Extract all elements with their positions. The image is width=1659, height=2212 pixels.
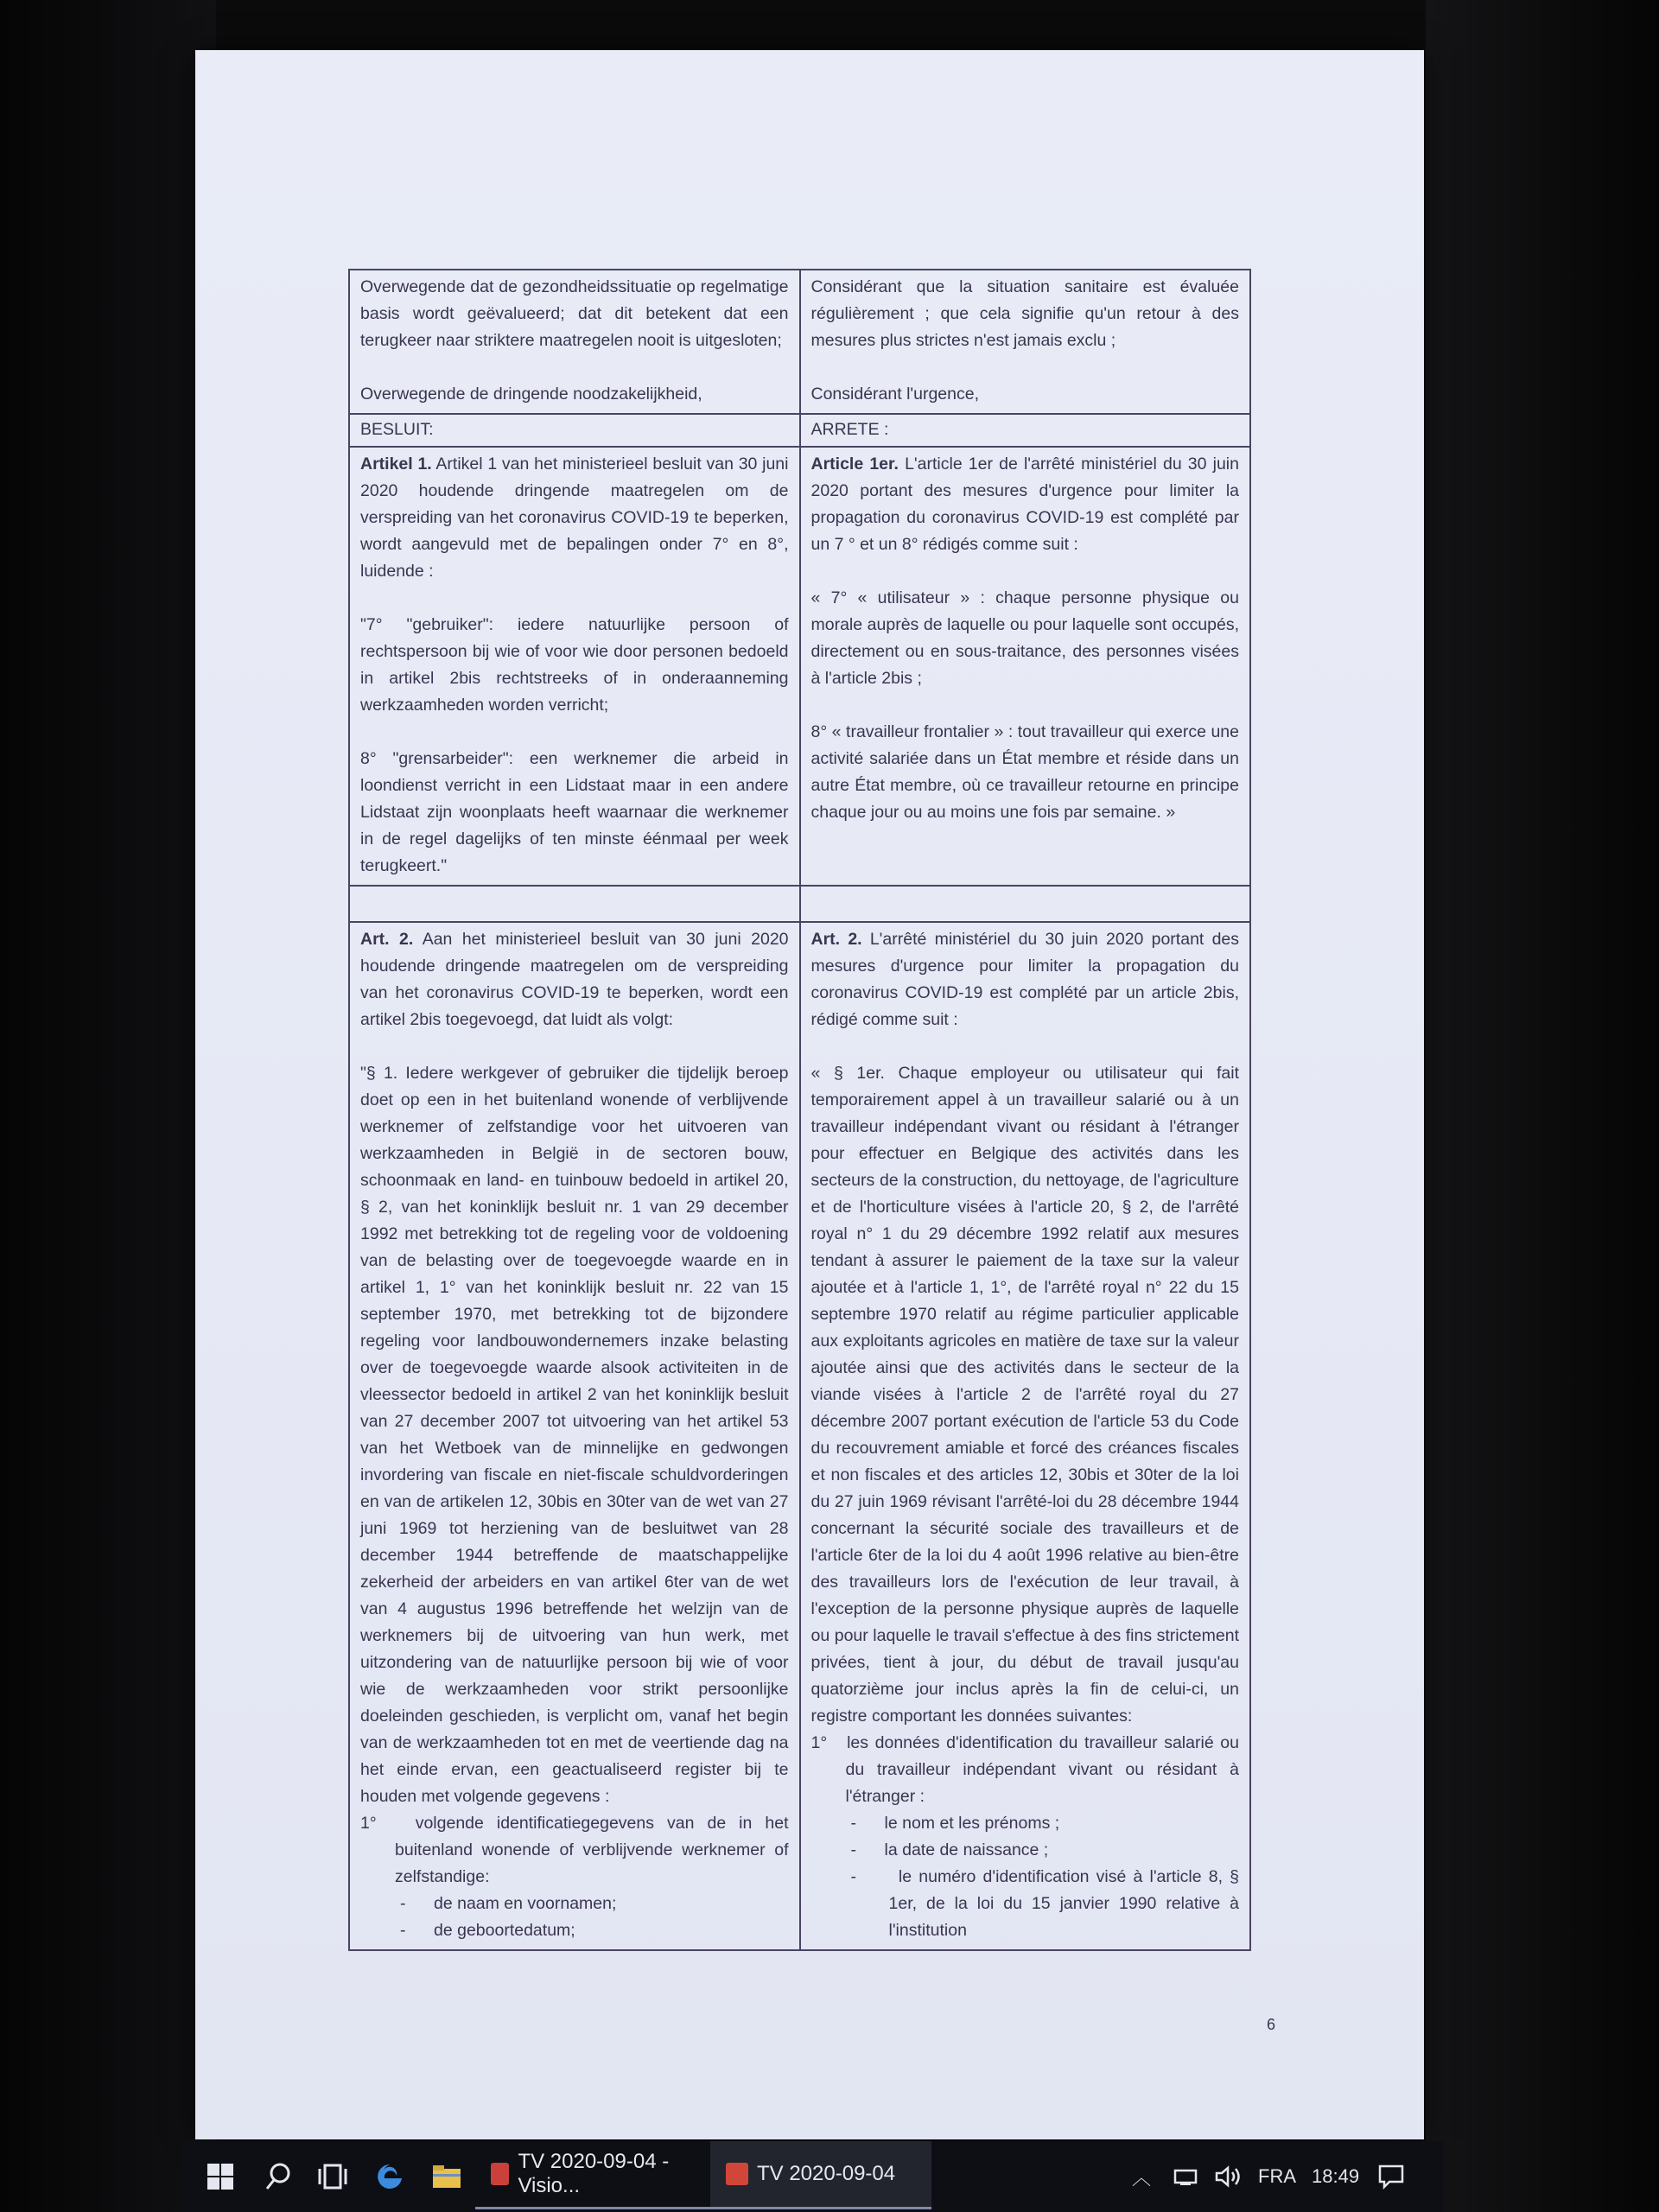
fr-article-2-cell [800,922,1251,1950]
fr-article-1-point-7: « 7° « utilisateur » : chaque personne physique ou morale auprès de laquelle ou pour laquelle sont occupés, directement ou en sous-traitance, des personnes visées à l'article 2bis ; [810,588,1239,688]
windows-icon [207,2164,233,2190]
fr-article-1-cell [800,447,1251,886]
speaker-icon [1215,2165,1244,2188]
page-number: 6 [1267,2016,1276,2033]
windows-taskbar [181,2141,1443,2212]
nl-considerations-cell [349,270,800,414]
fr-article-2-sub-item-1: - le nom et les prénoms ; [850,1814,1060,1833]
file-explorer-icon [432,2164,461,2190]
fr-consideration-2: Considérant l'urgence, [810,385,980,404]
nl-article-1-cell [349,447,800,886]
powerpoint-icon [491,2163,509,2185]
document-page [195,50,1424,2139]
nl-article-1-intro: Artikel 1 van het ministerieel besluit van 30 juni 2020 houdende dringende maatregelen om de verspreiding van het coronavirus COVID-19 te beperken, wordt aangevuld met de bepalingen onder 7° en 8°, luidende : [360,454,789,581]
search-button[interactable] [264,2141,292,2212]
nl-heading: BESLUIT: [349,414,800,447]
input-language-label: FRA [1258,2165,1296,2187]
fr-article-2-sub-item-2: - la date de naissance ; [850,1840,1049,1859]
taskbar-app-document[interactable] [710,2141,931,2209]
volume-button[interactable] [1215,2141,1244,2212]
search-icon [264,2162,292,2191]
chevron-up-icon: ︿ [1132,2166,1152,2189]
network-button[interactable] [1173,2141,1199,2212]
network-icon [1173,2167,1199,2186]
nl-article-1-point-7: "7° "gebruiker": iedere natuurlijke persoon of rechtspersoon bij wie of voor wie door personen bedoeld in artikel 2bis rechtstreeks of in onderaanneming werkzaamheden worden verricht; [360,615,789,715]
clock-time: 18:49 [1312,2165,1360,2187]
nl-article-2-cell [349,922,800,1950]
monitor-bezel-right [1426,0,1659,2212]
task-view-icon [318,2162,347,2191]
nl-consideration-2: Overwegende de dringende noodzakelijkheid, [360,385,702,404]
fr-article-2-intro: L'arrêté ministériel du 30 juin 2020 portant des mesures d'urgence pour limiter la propagation du coronavirus COVID-19 est complété par un article 2bis, rédigé comme suit : [810,930,1240,1029]
pdf-icon [726,2163,748,2185]
nl-article-2-title: Art. 2. [360,930,414,949]
fr-article-2-paragraph-1: « § 1er. Chaque employeur ou utilisateur qui fait temporairement appel à un travailleur salarié ou à un travailleur indépendant vivant ou résidant à l'étranger pour effectuer en Belgique des activités dans les secteurs de la construction, du nettoyage, de l'agriculture et de l'horticulture visées à l'article 20, § 2, de l'arrêté royal n° 1 du 29 décembre 1992 relatif aux mesures tendant à assurer le paiement de la taxe sur la valeur ajoutée et à l'article 1, 1°, de l'arrêté royal n° 22 du 15 septembre 1970 relatif au régime particulier applicable aux exploitants agricoles en matière de taxe sur la valeur ajoutée ainsi que des activités dans le secteur de la viande visées à l'article 2 de l'arrêté royal du 27 décembre 2007 portant exécution de l'article 53 du Code du recouvrement amiable et forcé des créances fiscales et non fiscales et des articles 12, 30bis et 30ter de la loi du 27 juin 1969 révisant l'arrêté-loi du 28 décembre 1944 concernant la sécurité sociale des travailleurs et de l'article 6ter de la loi du 4 août 1996 relative au bien-être des travailleurs lors de l'exécution de leur travail, à l'exception de la personne physique auprès de laquelle ou pour laquelle le travail s'effectue à des fins strictement privées, tient à jour, du début de travail jusqu'au quatorzième jour inclus après la fin de celui-ci, un registre comportant les données suivantes: [810,1064,1239,1726]
fr-article-2-title: Art. 2. [810,930,862,949]
taskbar-app-visio[interactable] [475,2141,714,2209]
spacer-row [349,886,1250,922]
nl-article-2-intro: Aan het ministerieel besluit van 30 juni 2020 houdende dringende maatregelen om de verspreiding van het coronavirus COVID-19 te beperken, wordt een artikel 2bis toegevoegd, dat luidt als volgt: [360,930,789,1029]
action-center-button[interactable] [1377,2141,1405,2212]
taskbar-app-visio-label: TV 2020-09-04 - Visio... [518,2150,670,2197]
clock[interactable] [1312,2141,1359,2212]
task-view-button[interactable] [318,2141,347,2212]
fr-article-1-intro: L'article 1er de l'arrêté ministériel du 30 juin 2020 portant des mesures d'urgence pour limiter la propagation du coronavirus COVID-19 est complété par un 7 ° et un 8° rédigés comme suit : [810,454,1239,554]
fr-heading: ARRETE : [800,414,1251,447]
nl-article-1-point-8: 8° "grensarbeider": een werknemer die arbeid in loondienst verricht in een Lidstaat maar in een andere Lidstaat zijn woonplaats heeft waarnaar die werknemer in de regel dagelijks of ten minste éénmaal per week terugkeert." [360,749,789,875]
nl-article-2-sub-item-2: - de geboortedatum; [400,1921,575,1940]
monitor-bezel-left [0,0,216,2212]
notification-icon [1377,2164,1405,2190]
article-1-row [349,447,1250,886]
decree-heading-row [349,414,1250,447]
fr-consideration-1: Considérant que la situation sanitaire est évaluée régulièrement ; que cela signifie qu'un retour à des mesures plus strictes n'est jamais exclu ; [810,277,1239,350]
edge-button[interactable] [375,2141,404,2212]
nl-article-2-list-item-1: 1° volgende identificatiegegevens van de in het buitenland wonende of verblijvende werknemer of zelfstandige: [360,1814,789,1886]
nl-article-2-sub-item-1: - de naam en voornamen; [400,1894,617,1913]
fr-article-1-title: Article 1er. [810,454,899,474]
fr-considerations-cell [800,270,1251,414]
fr-article-2-sub-item-3: - le numéro d'identification visé à l'article 8, § 1er, de la loi du 15 janvier 1990 relative à l'institution [850,1867,1239,1940]
fr-article-1-point-8: 8° « travailleur frontalier » : tout travailleur qui exerce une activité salariée dans un État membre et réside dans un autre État membre, où ce travailleur retourne en principe chaque jour ou au moins une fois par semaine. » [810,722,1239,822]
input-language-button[interactable] [1258,2141,1296,2212]
article-2-row [349,922,1250,1950]
file-explorer-button[interactable] [432,2141,461,2212]
start-button[interactable] [207,2141,233,2212]
bilingual-table [348,269,1251,1951]
nl-article-1-title: Artikel 1. [360,454,432,474]
taskbar-app-document-label: TV 2020-09-04 [757,2162,896,2185]
nl-article-2-paragraph-1: "§ 1. Iedere werkgever of gebruiker die tijdelijk beroep doet op een in het buitenland wonende of verblijvende werknemer of zelfstandige voor het uitvoeren van werkzaamheden in België in de sectoren bouw, schoonmaak en land- en tuinbouw bedoeld in artikel 20, § 2, van het koninklijk besluit nr. 1 van 29 december 1992 met betrekking tot de regeling voor de voldoening van de belasting over de toegevoegde waarde en in artikel 1, 1° van het koninklijk besluit nr. 22 van 15 september 1970, met betrekking tot de bijzondere regeling voor landbouwondernemers inzake belasting over de toegevoegde waarde alsook activiteiten in de vleessector bedoeld in artikel 2 van het koninklijk besluit van 27 december 2007 tot uitvoering van het artikel 53 van het Wetboek van de minnelijke en gedwongen invordering van fiscale en niet-fiscale schuldvorderingen en van de artikelen 12, 30bis en 30ter van de wet van 27 juni 1969 tot herziening van de besluitwet van 28 december 1944 betreffende de maatschappelijke zekerheid der arbeiders en van artikel 6ter van de wet van 4 augustus 1996 betreffende het welzijn van de werknemers bij de uitvoering van hun werk, met uitzondering van de natuurlijke persoon bij wie of voor wie de werkzaamheden voor strikt persoonlijke doeleinden geschieden, is verplicht om, vanaf het begin van de werkzaamheden tot en met de veertiende dag na het einde ervan, een geactualiseerd register bij te houden met volgende gegevens : [360,1064,789,1806]
nl-consideration-1: Overwegende dat de gezondheidssituatie op regelmatige basis wordt geëvalueerd; dat dit betekent dat een terugkeer naar striktere maatregelen nooit is uitgesloten; [360,277,789,350]
edge-icon [375,2162,404,2191]
fr-article-2-list-item-1: 1° les données d'identification du travailleur salarié ou du travailleur indépendant vivant ou résidant à l'étranger : [810,1733,1239,1806]
show-hidden-icons-button[interactable] [1132,2141,1151,2212]
considerations-row [349,270,1250,414]
